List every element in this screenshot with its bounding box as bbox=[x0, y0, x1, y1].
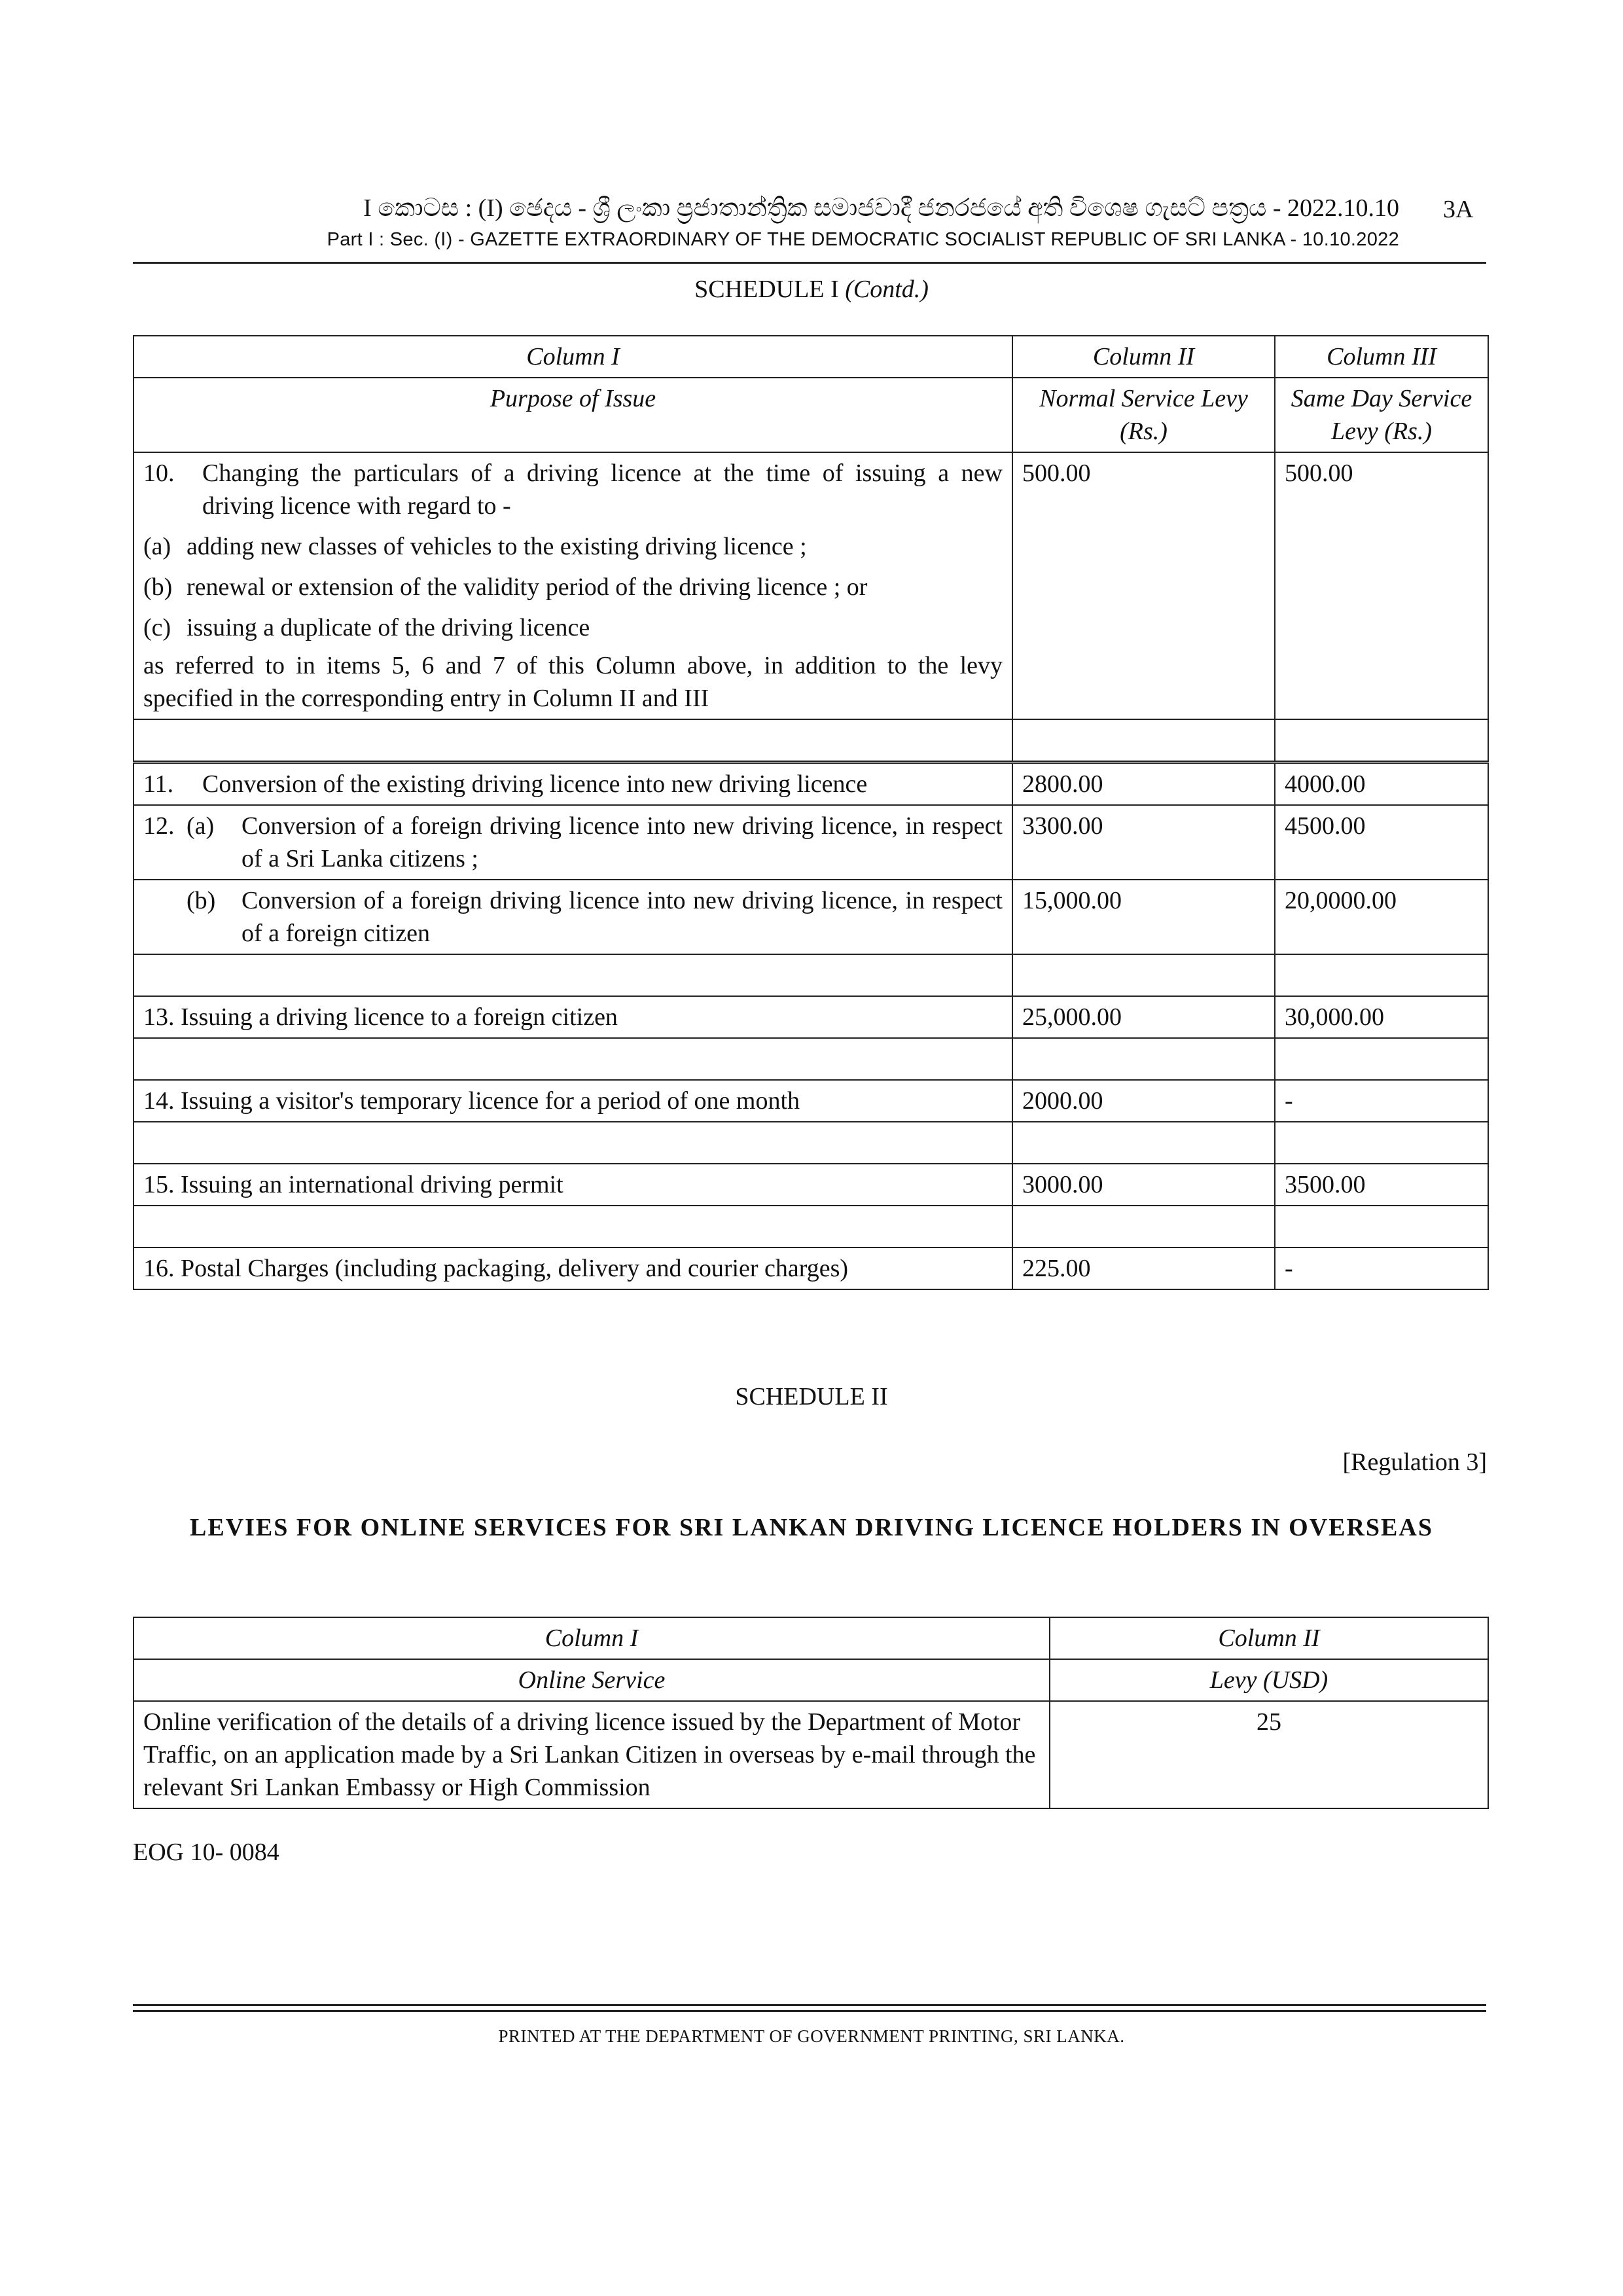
schedule-2-title: SCHEDULE II bbox=[735, 1383, 888, 1410]
table-row bbox=[134, 1247, 1488, 1289]
sub-label: (c) bbox=[143, 614, 171, 641]
item-14-normal: 2000.00 bbox=[1012, 1080, 1275, 1122]
schedule-1-title-suffix: (Contd.) bbox=[845, 276, 929, 303]
s2-col-2-label: Column II bbox=[1050, 1617, 1488, 1659]
item-12b-purpose bbox=[134, 880, 1012, 954]
header-sinhala: I කොටස : (I) ඡෙදය - ශ්‍රී ලංකා ප්‍රජාතාන්ත්‍රික සමාජවාදී ජනරජයේ අති විශෙෂ ගැසට් පත්‍රය - 2022.10.10 bbox=[363, 194, 1399, 222]
schedule-2-heading: LEVIES FOR ONLINE SERVICES FOR SRI LANKAN DRIVING LICENCE HOLDERS IN OVERSEAS bbox=[190, 1514, 1433, 1541]
item-14-same-day: - bbox=[1275, 1080, 1488, 1122]
col-2-label: Column II bbox=[1012, 336, 1275, 378]
table-row bbox=[134, 1164, 1488, 1206]
spacer-row bbox=[134, 1038, 1488, 1080]
item-12a-purpose bbox=[134, 805, 1012, 880]
item-14-purpose: 14. Issuing a visitor's temporary licence for a period of one month bbox=[134, 1080, 1012, 1122]
s2-col-1-label: Column I bbox=[134, 1617, 1050, 1659]
item-16-purpose: 16. Postal Charges (including packaging, delivery and courier charges) bbox=[134, 1247, 1012, 1289]
page-number: 3A bbox=[1443, 196, 1474, 223]
item-15-purpose: 15. Issuing an international driving permit bbox=[134, 1164, 1012, 1206]
s2-service-text: Online verification of the details of a driving licence issued by the Department of Motor Traffic, on an application made by a Sri Lankan Citizen in overseas by e-mail through the relevant Sri Lankan Embassy or High Commission bbox=[134, 1701, 1050, 1808]
s2-levy-value: 25 bbox=[1050, 1701, 1488, 1808]
header-english: Part I : Sec. (I) - GAZETTE EXTRAORDINARY OF THE DEMOCRATIC SOCIALIST REPUBLIC OF SRI LANKA - 10.10.2022 bbox=[327, 229, 1399, 250]
reference-code: EOG 10- 0084 bbox=[133, 1839, 279, 1866]
item-15-same-day: 3500.00 bbox=[1275, 1164, 1488, 1206]
item-12a-normal: 3300.00 bbox=[1012, 805, 1275, 880]
item-text: Changing the particulars of a driving licence at the time of issuing a new driving licence with regard to - bbox=[202, 459, 1003, 520]
s2-head-service: Online Service bbox=[134, 1659, 1050, 1701]
item-13-normal: 25,000.00 bbox=[1012, 996, 1275, 1038]
head-normal-levy: Normal Service Levy (Rs.) bbox=[1012, 378, 1275, 452]
table-row bbox=[134, 1701, 1488, 1808]
item-number: 12. bbox=[143, 812, 175, 840]
spacer-row bbox=[134, 1206, 1488, 1247]
table-row bbox=[134, 996, 1488, 1038]
spacer-row bbox=[134, 954, 1488, 996]
schedule-1-title bbox=[0, 275, 1623, 304]
item-10-purpose bbox=[134, 452, 1012, 719]
item-16-normal: 225.00 bbox=[1012, 1247, 1275, 1289]
sub-label: (a) bbox=[187, 812, 215, 840]
schedule-1-table bbox=[133, 335, 1489, 1290]
head-purpose: Purpose of Issue bbox=[134, 378, 1012, 452]
col-3-label: Column III bbox=[1275, 336, 1488, 378]
spacer-row bbox=[134, 1122, 1488, 1164]
item-10-normal: 500.00 bbox=[1012, 452, 1275, 719]
schedule-1-title-text: SCHEDULE I bbox=[694, 276, 839, 303]
footer-rule bbox=[133, 2004, 1486, 2012]
table-row bbox=[134, 1080, 1488, 1122]
sub-text: issuing a duplicate of the driving licence bbox=[187, 614, 590, 641]
item-16-same-day: - bbox=[1275, 1247, 1488, 1289]
item-11-purpose bbox=[134, 762, 1012, 806]
item-13-same-day: 30,000.00 bbox=[1275, 996, 1488, 1038]
item-15-normal: 3000.00 bbox=[1012, 1164, 1275, 1206]
item-text: Conversion of the existing driving licence into new driving licence bbox=[202, 770, 868, 798]
table-row bbox=[134, 452, 1488, 719]
sub-text: Conversion of a foreign driving licence into new driving licence, in respect of a foreign citizen bbox=[241, 887, 1003, 947]
table-row bbox=[134, 762, 1488, 806]
table-row bbox=[134, 805, 1488, 880]
sub-label: (b) bbox=[143, 573, 173, 601]
item-13-purpose: 13. Issuing a driving licence to a foreign citizen bbox=[134, 996, 1012, 1038]
spacer-row bbox=[134, 719, 1488, 762]
s2-head-levy: Levy (USD) bbox=[1050, 1659, 1488, 1701]
table-row bbox=[134, 880, 1488, 954]
item-11-normal: 2800.00 bbox=[1012, 762, 1275, 806]
item-12a-same-day: 4500.00 bbox=[1275, 805, 1488, 880]
item-number: 11. bbox=[143, 770, 174, 798]
sub-text: Conversion of a foreign driving licence into new driving licence, in respect of a Sri Lanka citizens ; bbox=[241, 812, 1003, 872]
head-same-day-levy: Same Day Service Levy (Rs.) bbox=[1275, 378, 1488, 452]
item-12b-same-day: 20,0000.00 bbox=[1275, 880, 1488, 954]
item-10-tail: as referred to in items 5, 6 and 7 of this Column above, in addition to the levy specified in the corresponding entry in Column II and III bbox=[143, 652, 1003, 712]
sub-text: adding new classes of vehicles to the existing driving licence ; bbox=[187, 533, 807, 560]
sub-label: (a) bbox=[143, 533, 171, 560]
item-number: 10. bbox=[143, 459, 175, 487]
sub-label: (b) bbox=[187, 887, 216, 914]
printer-imprint: PRINTED AT THE DEPARTMENT OF GOVERNMENT PRINTING, SRI LANKA. bbox=[498, 2026, 1125, 2046]
header-rule bbox=[133, 262, 1486, 264]
sub-text: renewal or extension of the validity period of the driving licence ; or bbox=[187, 573, 868, 601]
col-1-label: Column I bbox=[134, 336, 1012, 378]
schedule-2-table bbox=[133, 1617, 1489, 1809]
item-10-same-day: 500.00 bbox=[1275, 452, 1488, 719]
regulation-ref: [Regulation 3] bbox=[1342, 1448, 1487, 1476]
item-11-same-day: 4000.00 bbox=[1275, 762, 1488, 806]
item-12b-normal: 15,000.00 bbox=[1012, 880, 1275, 954]
